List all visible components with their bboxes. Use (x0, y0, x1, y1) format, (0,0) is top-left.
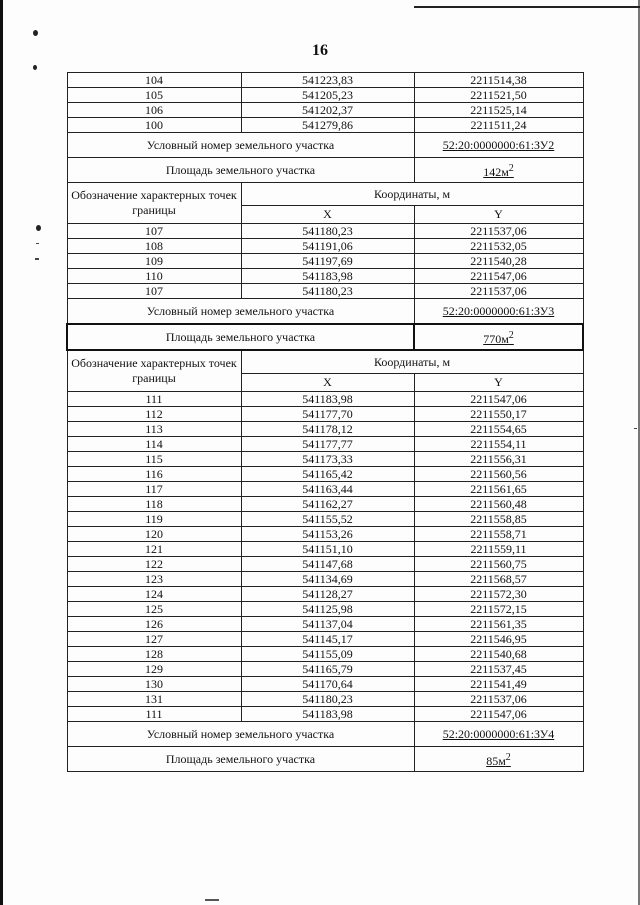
table-row (67, 587, 583, 602)
point-id: 109 (67, 254, 241, 269)
cadastral-number: 52:20:0000000:61:ЗУ2 (414, 133, 583, 158)
point-id: 117 (67, 482, 241, 497)
x-value: 541191,06 (241, 239, 414, 254)
point-id: 104 (67, 73, 241, 88)
cadastral-row (67, 299, 583, 325)
point-id: 100 (67, 118, 241, 133)
table-row (67, 527, 583, 542)
x-value: 541163,44 (241, 482, 414, 497)
y-value: 2211547,06 (414, 392, 583, 407)
y-value: 2211554,11 (414, 437, 583, 452)
y-header: Y (414, 374, 583, 392)
area-label: Площадь земельного участка (67, 158, 414, 183)
designation-header: Обозначение характерных точек границы (67, 183, 241, 224)
y-value: 2211532,05 (414, 239, 583, 254)
point-id: 111 (67, 707, 241, 722)
x-value: 541155,09 (241, 647, 414, 662)
area-value: 142м (483, 164, 509, 179)
header-row (67, 183, 583, 206)
scan-mark (33, 30, 38, 36)
point-id: 111 (67, 392, 241, 407)
point-id: 128 (67, 647, 241, 662)
point-id: 127 (67, 632, 241, 647)
x-value: 541180,23 (241, 692, 414, 707)
point-id: 120 (67, 527, 241, 542)
scan-top-line (414, 6, 640, 8)
area-row (67, 158, 583, 183)
scan-left-edge (0, 0, 3, 905)
point-id: 130 (67, 677, 241, 692)
x-value: 541197,69 (241, 254, 414, 269)
table-row (67, 482, 583, 497)
area-unit-sup: 2 (508, 329, 514, 341)
y-value: 2211572,30 (414, 587, 583, 602)
y-value: 2211560,48 (414, 497, 583, 512)
x-value: 541202,37 (241, 103, 414, 118)
point-id: 126 (67, 617, 241, 632)
x-value: 541162,27 (241, 497, 414, 512)
x-value: 541170,64 (241, 677, 414, 692)
x-header: X (241, 374, 414, 392)
y-value: 2211537,06 (414, 224, 583, 239)
table-row (67, 118, 583, 133)
coordinates-header: Координаты, м (241, 183, 583, 206)
area-cell (414, 747, 583, 772)
header-row (67, 350, 583, 374)
point-id: 105 (67, 88, 241, 103)
x-value: 541165,79 (241, 662, 414, 677)
scan-mark (36, 225, 41, 231)
table-row (67, 707, 583, 722)
table-row (67, 284, 583, 299)
table-row (67, 557, 583, 572)
x-header: X (241, 206, 414, 224)
y-value: 2211521,50 (414, 88, 583, 103)
x-value: 541134,69 (241, 572, 414, 587)
cadastral-row (67, 722, 583, 747)
x-value: 541178,12 (241, 422, 414, 437)
area-value: 770м (483, 331, 509, 346)
table-row (67, 692, 583, 707)
x-value: 541180,23 (241, 284, 414, 299)
y-value: 2211561,35 (414, 617, 583, 632)
y-value: 2211554,65 (414, 422, 583, 437)
y-header: Y (414, 206, 583, 224)
y-value: 2211556,31 (414, 452, 583, 467)
area-unit-sup: 2 (508, 162, 514, 174)
cadastral-number: 52:20:0000000:61:ЗУ3 (414, 299, 583, 325)
area-cell (414, 158, 583, 183)
y-value: 2211537,06 (414, 284, 583, 299)
y-value: 2211541,49 (414, 677, 583, 692)
x-value: 541155,52 (241, 512, 414, 527)
table-row (67, 407, 583, 422)
page-number: 16 (312, 42, 328, 59)
area-row (67, 324, 583, 350)
table-row (67, 677, 583, 692)
y-value: 2211511,24 (414, 118, 583, 133)
cadastral-label: Условный номер земельного участка (67, 133, 414, 158)
table-row (67, 437, 583, 452)
point-id: 106 (67, 103, 241, 118)
scan-mark (35, 258, 39, 260)
x-value: 541153,26 (241, 527, 414, 542)
table-row (67, 422, 583, 437)
y-value: 2211558,71 (414, 527, 583, 542)
x-value: 541223,83 (241, 73, 414, 88)
designation-header: Обозначение характерных точек границы (67, 350, 241, 392)
x-value: 541183,98 (241, 392, 414, 407)
y-value: 2211537,45 (414, 662, 583, 677)
scan-mark (33, 65, 37, 70)
point-id: 113 (67, 422, 241, 437)
y-value: 2211547,06 (414, 707, 583, 722)
area-cell (414, 324, 583, 350)
table-row (67, 467, 583, 482)
coordinates-header: Координаты, м (241, 350, 583, 374)
area-label: Площадь земельного участка (67, 324, 414, 350)
y-value: 2211537,06 (414, 692, 583, 707)
x-value: 541128,27 (241, 587, 414, 602)
point-id: 119 (67, 512, 241, 527)
scan-mark (634, 428, 637, 429)
point-id: 110 (67, 269, 241, 284)
x-value: 541177,70 (241, 407, 414, 422)
y-value: 2211560,56 (414, 467, 583, 482)
point-id: 107 (67, 284, 241, 299)
cadastral-label: Условный номер земельного участка (67, 722, 414, 747)
point-id: 122 (67, 557, 241, 572)
x-value: 541183,98 (241, 269, 414, 284)
y-value: 2211561,65 (414, 482, 583, 497)
x-value: 541125,98 (241, 602, 414, 617)
coordinates-table (66, 72, 582, 772)
table-row (67, 647, 583, 662)
point-id: 129 (67, 662, 241, 677)
cadastral-row (67, 133, 583, 158)
point-id: 123 (67, 572, 241, 587)
area-label: Площадь земельного участка (67, 747, 414, 772)
y-value: 2211550,17 (414, 407, 583, 422)
table-row (67, 73, 583, 88)
y-value: 2211572,15 (414, 602, 583, 617)
y-value: 2211514,38 (414, 73, 583, 88)
x-value: 541137,04 (241, 617, 414, 632)
table-row (67, 542, 583, 557)
table-row (67, 572, 583, 587)
y-value: 2211540,68 (414, 647, 583, 662)
scan-mark (36, 243, 39, 244)
point-id: 107 (67, 224, 241, 239)
y-value: 2211568,57 (414, 572, 583, 587)
point-id: 125 (67, 602, 241, 617)
point-id: 118 (67, 497, 241, 512)
area-row (67, 747, 583, 772)
y-value: 2211560,75 (414, 557, 583, 572)
table-row (67, 662, 583, 677)
table-row (67, 224, 583, 239)
x-value: 541180,23 (241, 224, 414, 239)
table-row (67, 632, 583, 647)
scan-mark (205, 899, 219, 901)
x-value: 541147,68 (241, 557, 414, 572)
cadastral-number: 52:20:0000000:61:ЗУ4 (414, 722, 583, 747)
y-value: 2211559,11 (414, 542, 583, 557)
x-value: 541183,98 (241, 707, 414, 722)
table-row (67, 617, 583, 632)
x-value: 541205,23 (241, 88, 414, 103)
table-row (67, 452, 583, 467)
point-id: 131 (67, 692, 241, 707)
x-value: 541145,17 (241, 632, 414, 647)
table-row (67, 254, 583, 269)
table-row (67, 269, 583, 284)
x-value: 541151,10 (241, 542, 414, 557)
cadastral-label: Условный номер земельного участка (67, 299, 414, 325)
table-row (67, 239, 583, 254)
area-value: 85м (486, 753, 506, 768)
y-value: 2211540,28 (414, 254, 583, 269)
y-value: 2211558,85 (414, 512, 583, 527)
table-row (67, 88, 583, 103)
table-row (67, 512, 583, 527)
table-row (67, 497, 583, 512)
x-value: 541279,86 (241, 118, 414, 133)
table-row (67, 392, 583, 407)
point-id: 115 (67, 452, 241, 467)
point-id: 112 (67, 407, 241, 422)
point-id: 121 (67, 542, 241, 557)
x-value: 541173,33 (241, 452, 414, 467)
point-id: 116 (67, 467, 241, 482)
table-row (67, 103, 583, 118)
y-value: 2211546,95 (414, 632, 583, 647)
y-value: 2211525,14 (414, 103, 583, 118)
point-id: 124 (67, 587, 241, 602)
point-id: 108 (67, 239, 241, 254)
x-value: 541165,42 (241, 467, 414, 482)
area-unit-sup: 2 (505, 751, 511, 763)
point-id: 114 (67, 437, 241, 452)
table-row (67, 602, 583, 617)
y-value: 2211547,06 (414, 269, 583, 284)
x-value: 541177,77 (241, 437, 414, 452)
